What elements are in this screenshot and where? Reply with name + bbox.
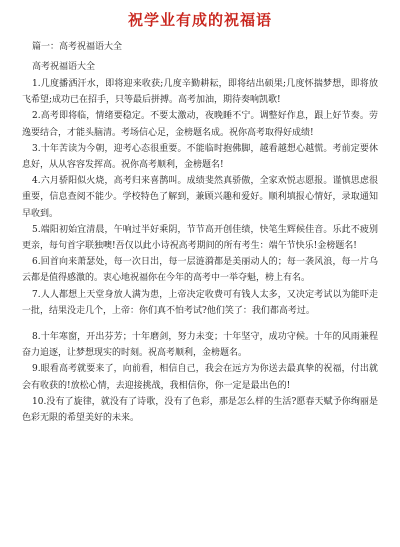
subheading: 高考祝福语大全: [32, 62, 96, 72]
paragraph-9: 9.眼看高考就要来了，向前看，相信自己，我会在远方为你送去最真挚的祝福，付出就会有收获的!放松心情，去迎接挑战，我相信你，你一定是最出色的!: [22, 364, 378, 391]
document-title: 祝学业有成的祝福语: [127, 11, 272, 29]
paragraph-4: 4.六月骄阳似火烧，高考归来喜鹊叫。成绩斐然真骄傲，全家欢悦志愿报。谨慎思虑很重要，信息查阅不能少。学校特色了解到，兼顾兴趣和爱好。顺利填报心情好，录取通知早收到。: [22, 176, 378, 219]
paragraph-6: 6.回首向来萧瑟处，每一次日出，每一层涟漪都是美丽动人的；每一袭风浪，每一片乌云都是值得感激的。衷心地祝福你在今年的高考中一举夺魁，榜上有名。: [22, 257, 378, 284]
paragraph-1: 1.几度播洒汗水，即将迎来收获;几度辛勤耕耘，即将结出硕果;几度怀揣梦想，即将放飞希望;成功已在招手，只等最后拼搏。高考加油，期待奏响凯歌!: [22, 79, 378, 106]
paragraph-3: 3.十年苦读为今朝，迎考心态很重要。不能临时抱佛脚，越看越想心越慌。考前定要休息好，从从容容发挥高。祝你高考顺利，金榜题名!: [22, 143, 378, 171]
paragraph-5: 5.端阳初始宜清晨，午响过半好乘阴，节节高开创佳绩，快笔生辉候佳音。乐此不疲别更亲，每句首字联独噢!吾仅以此小诗祝高考期间的所有考生：端午节快乐!金榜题名!: [22, 224, 378, 252]
paragraph-2: 2.高考即将临，情绪要稳定。不要太激动，夜晚睡不宁。调整好作息，跟上好节奏。劳逸要结合，才能头脑清。考场信心足，金榜题名成。祝你高考取得好成绩!: [22, 111, 378, 138]
paragraph-gap: [22, 319, 378, 329]
paragraph-7: 7.人人都想上天堂身放人满为患，上帝决定收费可有钱人太多，又决定考试以为能吓走一批，结果没走几个，上帝：你们真不怕考试?他们笑了：我们都高考过。: [22, 289, 378, 316]
paragraph-10: 10.没有了旋律，就没有了诗歌，没有了色彩，那是怎么样的生活?愿春天赋予你绚丽是色彩无限的希望美好的未来。: [22, 396, 378, 424]
paragraph-8: 8.十年寒窗，开出芬芳；十年磨剑，努力未变；十年坚守，成功守候。十年的风雨兼程奋力追逐，让梦想现实的时刻。祝高考顺利，金榜题名。: [22, 332, 378, 359]
section-heading: 篇一：高考祝福语大全: [32, 42, 123, 52]
